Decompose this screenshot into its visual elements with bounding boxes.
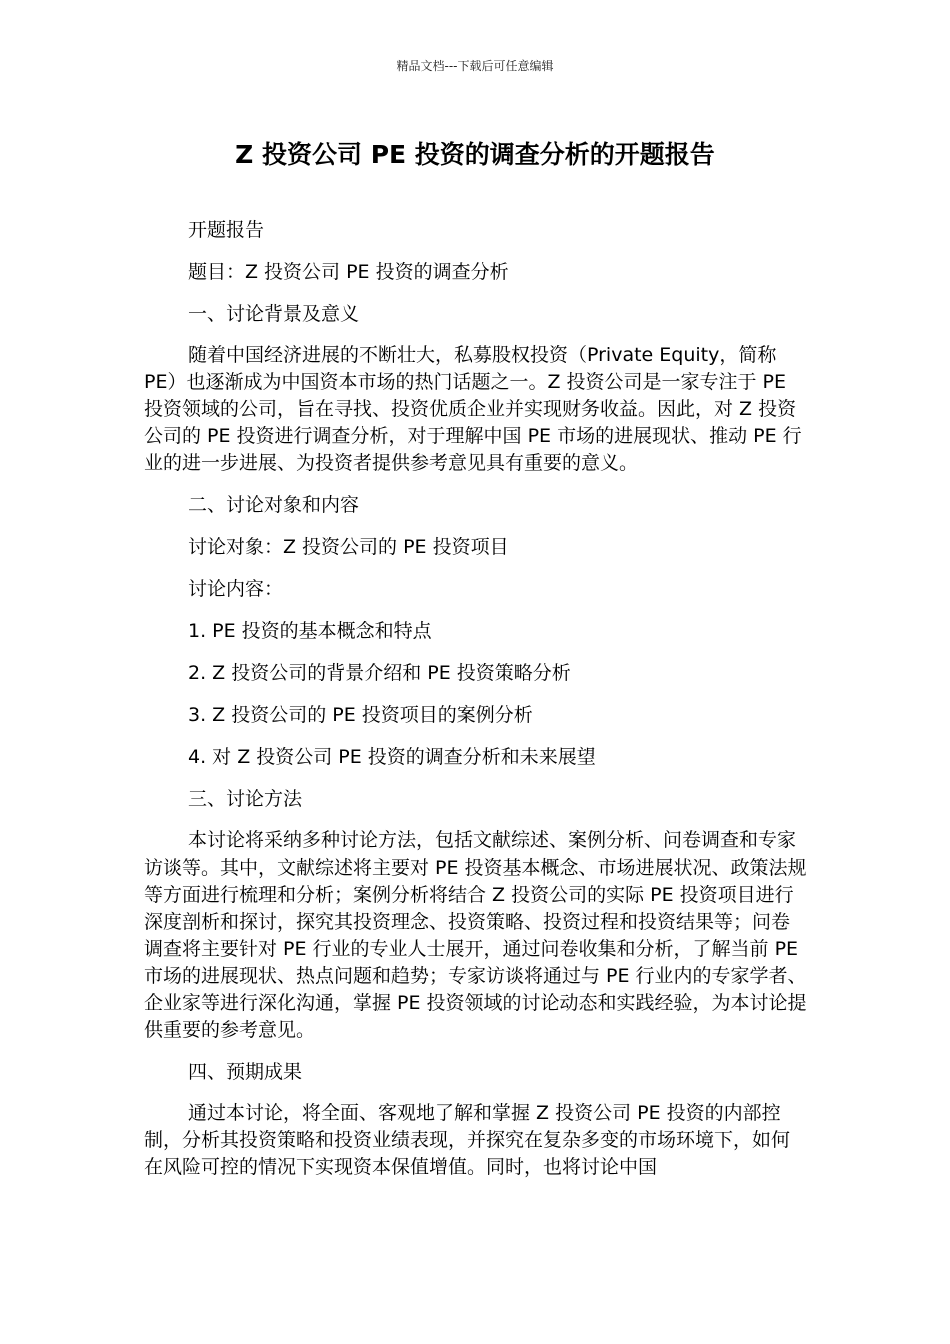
report-label: 开题报告 bbox=[188, 219, 265, 241]
background-paragraph: 随着中国经济进展的不断壮大，私募股权投资（Private Equity，简称 PE）也逐渐成为中国资本市场的热门话题之一。Z 投资公司是一家专注于 PE 投资领域的公司，旨在寻找、投资优质企业并实现财务收益。因此，对 Z 投资公司的 PE 投资进行调查分析，对于理解中国 PE 市场的进展现状、推动 PE 行业的进一步进展、为投资者提供参考意见具有重要的意义。 bbox=[144, 344, 802, 475]
content-item-4: 4. 对 Z 投资公司 PE 投资的调查分析和未来展望 bbox=[188, 746, 596, 769]
research-object-line: 讨论对象：Z 投资公司的 PE 投资项目 bbox=[188, 536, 509, 559]
topic-line: 题目：Z 投资公司 PE 投资的调查分析 bbox=[188, 261, 509, 283]
header-note: 精品文档---下载后可任意编辑 bbox=[396, 59, 554, 73]
research-content-label: 讨论内容： bbox=[188, 578, 284, 601]
section-heading-outcome: 四、预期成果 bbox=[188, 1061, 303, 1084]
section-heading-background: 一、讨论背景及意义 bbox=[188, 303, 360, 325]
content-item-3: 3. Z 投资公司的 PE 投资项目的案例分析 bbox=[188, 704, 533, 727]
section-heading-object: 二、讨论对象和内容 bbox=[188, 494, 360, 517]
section-heading-method: 三、讨论方法 bbox=[188, 788, 303, 811]
content-item-1: 1. PE 投资的基本概念和特点 bbox=[188, 620, 432, 643]
outcome-paragraph: 通过本讨论，将全面、客观地了解和掌握 Z 投资公司 PE 投资的内部控制，分析其投资策略和投资业绩表现，并探究在复杂多变的市场环境下，如何在风险可控的情况下实现资本保值增值。同时，也将讨论中国 bbox=[144, 1102, 791, 1179]
document-title: Z 投资公司 PE 投资的调查分析的开题报告 bbox=[235, 140, 715, 169]
document-body bbox=[144, 216, 808, 1196]
method-paragraph: 本讨论将采纳多种讨论方法，包括文献综述、案例分析、问卷调查和专家访谈等。其中，文献综述将主要对 PE 投资基本概念、市场进展状况、政策法规等方面进行梳理和分析；案例分析将结合 Z 投资公司的实际 PE 投资项目进行深度剖析和探讨，探究其投资理念、投资策略、投资过程和投资结果等；问卷调查将主要针对 PE 行业的专业人士展开，通过问卷收集和分析，了解当前 PE 市场的进展现状、热点问题和趋势；专家访谈将通过与 PE 行业内的专家学者、企业家等进行深化沟通，掌握 PE 投资领域的讨论动态和实践经验，为本讨论提供重要的参考意见。 bbox=[144, 829, 807, 1042]
content-item-2: 2. Z 投资公司的背景介绍和 PE 投资策略分析 bbox=[188, 662, 571, 685]
